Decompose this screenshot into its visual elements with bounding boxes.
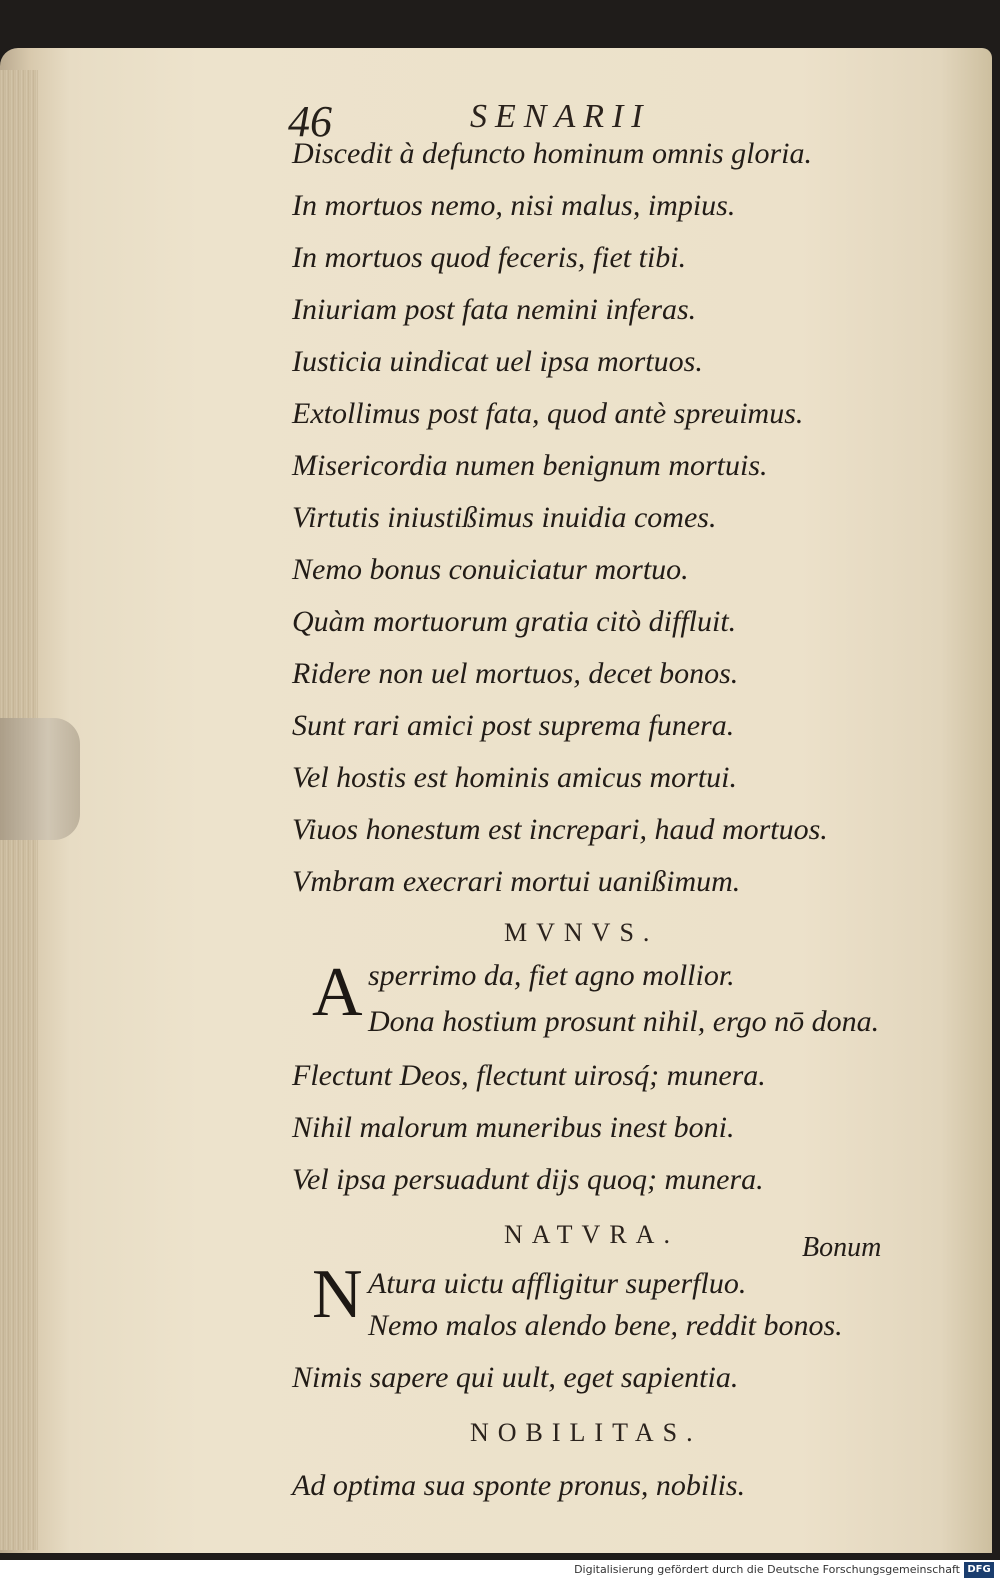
digitization-footer (0, 1560, 1000, 1581)
text-line: Nemo bonus conuiciatur mortuo. (292, 553, 689, 586)
text-line: Atura uictu affligitur superfluo. (368, 1267, 747, 1300)
text-line: Quàm mortuorum gratia citò diffluit. (292, 605, 737, 638)
text-line: Viuos honestum est increpari, haud mortuos. (292, 813, 828, 846)
section-heading-nobilitas: NOBILITAS. (470, 1418, 702, 1447)
dfg-logo: DFG (964, 1562, 994, 1578)
text-line: Nemo malos alendo bene, reddit bonos. (368, 1309, 843, 1342)
page-number: 46 (288, 97, 332, 146)
catchword: Bonum (802, 1232, 882, 1263)
drop-initial: A (312, 954, 363, 1031)
text-line: Ridere non uel mortuos, decet bonos. (292, 657, 739, 690)
text-line: Ad optima sua sponte pronus, nobilis. (292, 1469, 746, 1502)
text-line: Misericordia numen benignum mortuis. (292, 449, 768, 482)
text-line: Virtutis iniustißimus inuidia comes. (292, 501, 717, 534)
text-line: Dona hostium prosunt nihil, ergo nō dona. (368, 1005, 880, 1038)
section-heading-munus: MVNVS. (504, 918, 659, 947)
page-marker-tab (0, 718, 80, 840)
text-line: sperrimo da, fiet agno mollior. (368, 959, 735, 992)
text-line: In mortuos nemo, nisi malus, impius. (292, 189, 736, 222)
text-line: Iusticia uindicat uel ipsa mortuos. (292, 345, 703, 378)
text-line: In mortuos quod feceris, fiet tibi. (292, 241, 687, 274)
text-line: Iniuriam post fata nemini inferas. (292, 293, 697, 326)
section-heading-natura: NATVRA. (504, 1220, 679, 1249)
text-line: Sunt rari amici post suprema funera. (292, 709, 735, 742)
text-line: Nihil malorum muneribus inest boni. (292, 1111, 735, 1144)
text-line: Vel hostis est hominis amicus mortui. (292, 761, 738, 794)
drop-initial: N (312, 1256, 363, 1333)
funding-credit: Digitalisierung gefördert durch die Deutsche Forschungsgemeinschaft (574, 1563, 960, 1576)
text-line: Vmbram execrari mortui uanißimum. (292, 865, 741, 898)
text-line: Flectunt Deos, flectunt uirosq́; munera. (292, 1059, 766, 1092)
text-line: Discedit à defuncto hominum omnis gloria. (292, 137, 812, 170)
text-line: Extollimus post fata, quod antè spreuimus. (292, 397, 804, 430)
text-line: Vel ipsa persuadunt dijs quoq; munera. (292, 1163, 764, 1196)
text-line: Nimis sapere qui uult, eget sapientia. (292, 1361, 739, 1394)
running-head: SENARII (470, 98, 651, 135)
